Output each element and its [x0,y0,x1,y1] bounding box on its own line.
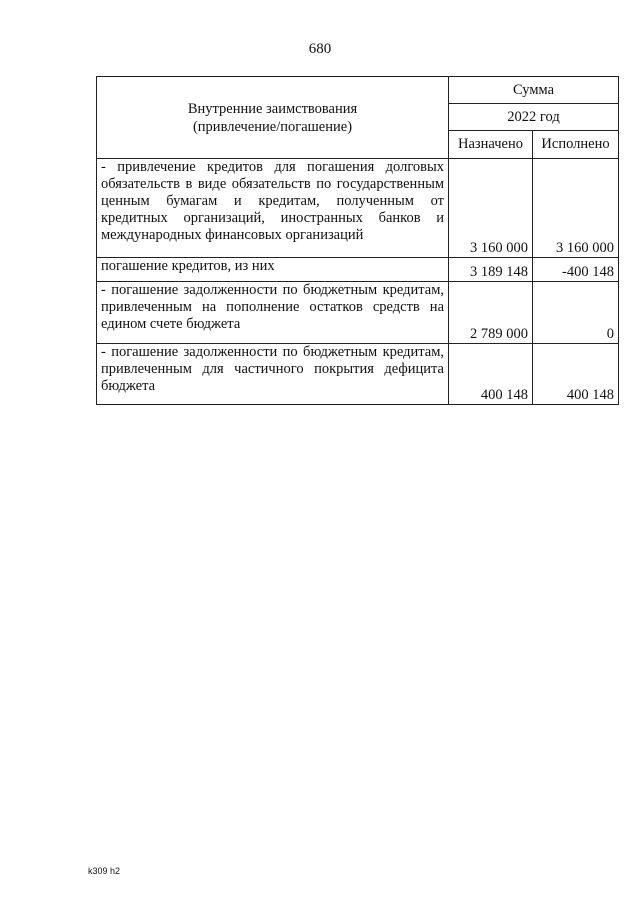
borrowings-table [96,76,619,405]
row-executed: 400 148 [533,344,619,405]
table-row [97,282,619,344]
row-assigned: 2 789 000 [449,282,533,344]
row-executed: 0 [533,282,619,344]
header-description: Внутренние заимствования (привлечение/погашение) [97,77,449,159]
header-executed: Исполнено [533,131,619,159]
row-executed: 3 160 000 [533,159,619,258]
row-assigned: 400 148 [449,344,533,405]
row-description: - погашение задолженности по бюджетным кредитам, привлеченным для частичного покрытия дефицита бюджета [97,344,449,405]
row-description: погашение кредитов, из них [97,258,449,282]
row-description: - привлечение кредитов для погашения долговых обязательств в виде обязательств по государственным ценным бумагам и кредитам, полученным от кредитных организаций, иностранных банков и международных финансовых организаций [97,159,449,258]
footer-code: k309 h2 [88,866,121,876]
table-row [97,159,619,258]
header-assigned: Назначено [449,131,533,159]
table-row [97,258,619,282]
page-number: 680 [308,41,332,57]
row-assigned: 3 160 000 [449,159,533,258]
row-assigned: 3 189 148 [449,258,533,282]
table-row [97,344,619,405]
row-executed: -400 148 [533,258,619,282]
header-year: 2022 год [449,104,619,131]
row-description: - погашение задолженности по бюджетным кредитам, привлеченным на пополнение остатков средств на едином счете бюджета [97,282,449,344]
header-sum: Сумма [449,77,619,104]
